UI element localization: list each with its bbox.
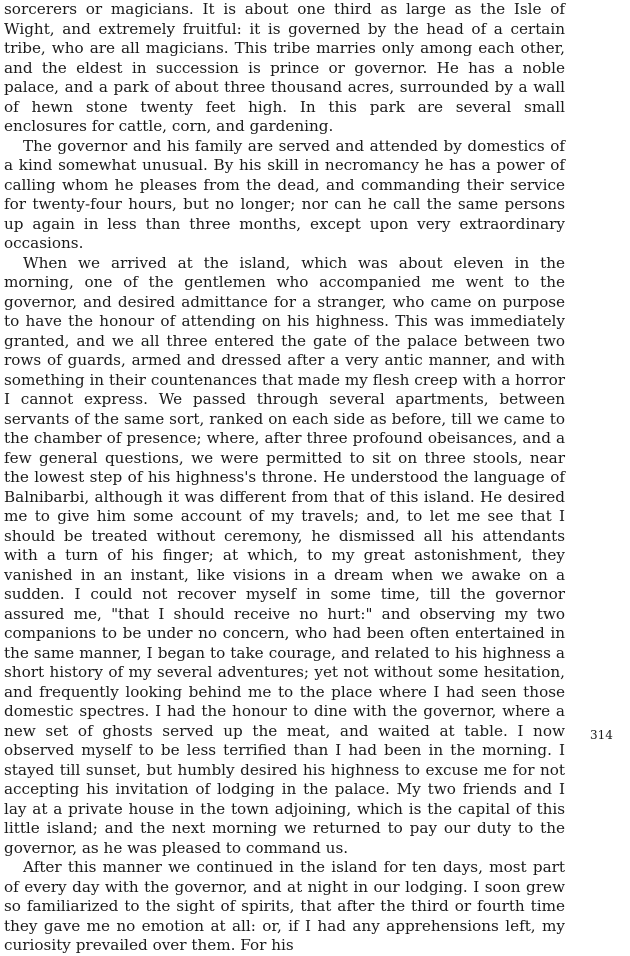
paragraph-necromancy: The governor and his family are served and attended by domestics of a kind somewhat unusual. By his skill in necromancy he has a power of calling whom he pleases from the dead, and commanding their service for twenty-four hours, but no longer; nor can he call the same persons up again in less than three months, except upon very extraordinary occasions. (4, 136, 565, 252)
paragraph-arrival: When we arrived at the island, which was about eleven in the morning, one of the gentlemen who accompanied me went to the governor, and desired admittance for a stranger, who came on purpose to have the honour of attending on his highness. This was immediately granted, and we all three entered the gate of the palace between two rows of guards, armed and dressed after a very antic manner, and with something in their countenances that made my flesh creep with a horror I cannot express. We passed through several apartments, between servants of the same sort, ranked on each side as before, till we came to the chamber of presence; where, after three profound obeisances, and a few general questions, we were permitted to sit on three stools, near the lowest step of his highness's throne. He understood the language of Balnibarbi, although it was different from that of this island. He desired me to give him some account of my travels; and, to let me see that I should be treated without ceremony, he dismissed all his attendants with a turn of his finger; at which, to my great astonishment, they vanished in an instant, like visions in a dream when we awake on a sudden. I could not recover myself in some time, till the governor assured me, "that I should receive no hurt:" and observing my two companions to be under no concern, who had been often entertained in the same manner, I began to take courage, and related to his highness a short history of my several adventures; yet not without some hesitation, and frequently looking behind me to the place where I had seen those domestic spectres. I had the honour to dine with the governor, where a new set of ghosts served up the meat, and waited at table. I now observed myself to be less terrified than I had been in the morning. I stayed till sunset, but humbly desired his highness to excuse me for not accepting his invitation of lodging in the palace. My two friends and I lay at a private house in the town adjoining, which is the capital of this little island; and the next morning we returned to pay our duty to the governor, as he was pleased to command us. (4, 253, 565, 857)
body-text (4, 0, 565, 956)
page-number: 314 (590, 728, 613, 742)
paragraph-ten-days: After this manner we continued in the island for ten days, most part of every day with the governor, and at night in our lodging. I soon grew so familiarized to the sight of spirits, that after the third or fourth time they gave me no emotion at all: or, if I had any apprehensions left, my curiosity prevailed over them. For his (4, 858, 565, 954)
paragraph-continuation: sorcerers or magicians. It is about one third as large as the Isle of Wight, and extremely fruitful: it is governed by the head of a certain tribe, who are all magicians. This tribe marries only among each other, and the eldest in succession is prince or governor. He has a noble palace, and a park of about three thousand acres, surrounded by a wall of hewn stone twenty feet high. In this park are several small enclosures for cattle, corn, and gardening. (4, 0, 565, 135)
